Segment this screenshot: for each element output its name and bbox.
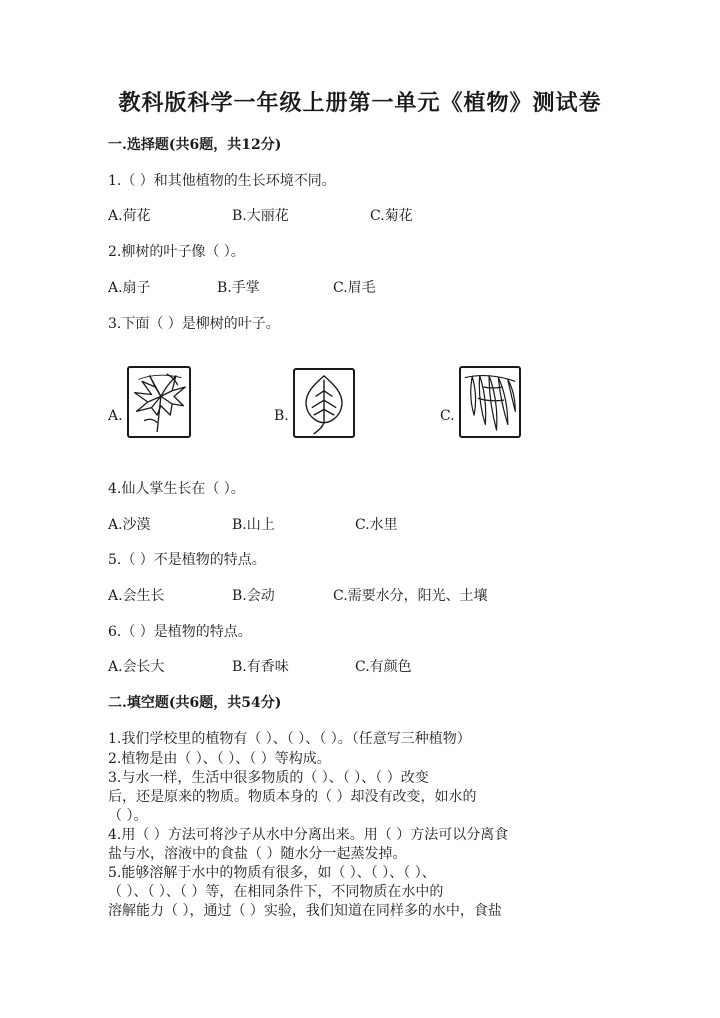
section-2-heading: 二.填空题(共6题，共54分) [108, 695, 282, 711]
question-2-option-a[interactable]: A.扇子 [108, 280, 151, 296]
fill-line-4: 后，还是原来的物质。物质本身的（ ）却没有改变，如水的 [108, 789, 477, 805]
question-6-option-b[interactable]: B.有香味 [232, 659, 289, 675]
question-3-option-a[interactable]: A. [108, 408, 123, 424]
fill-line-5: （ ）。 [108, 808, 148, 824]
question-5-option-b[interactable]: B.会动 [232, 588, 275, 604]
question-5-option-a[interactable]: A.会生长 [108, 588, 165, 604]
fill-line-1: 1.我们学校里的植物有（ ）、（ ）、（ ）。（任意写三种植物） [108, 731, 471, 747]
fill-line-6: 4.用（ ）方法可将沙子从水中分离出来。用（ ）方法可以分离食 [108, 827, 509, 843]
question-4-option-c[interactable]: C.水里 [355, 517, 398, 533]
question-1-option-b[interactable]: B.大丽花 [232, 208, 289, 224]
fill-line-3: 3.与水一样，生活中很多物质的（ ）、（ ）、（ ）改变 [108, 770, 429, 786]
willow-leaf-icon[interactable] [459, 366, 521, 438]
fill-line-8: 5.能够溶解于水中的物质有很多，如（ ）、（ ）、（ ）、 [108, 865, 436, 881]
question-3-stem: 3.下面（ ）是柳树的叶子。 [108, 316, 280, 332]
question-4-option-b[interactable]: B.山上 [232, 517, 275, 533]
question-1-option-a[interactable]: A.荷花 [108, 208, 151, 224]
question-1-option-c[interactable]: C.菊花 [370, 208, 413, 224]
question-3-option-c[interactable]: C. [440, 408, 455, 424]
fill-line-10: 溶解能力（ ），通过（ ）实验，我们知道在同样多的水中，食盐 [108, 903, 502, 919]
question-6-option-c[interactable]: C.有颜色 [355, 659, 412, 675]
fill-line-2: 2.植物是由（ ）、（ ）、（ ）等构成。 [108, 751, 331, 767]
question-2-stem: 2.柳树的叶子像（ ）。 [108, 244, 245, 260]
question-4-option-a[interactable]: A.沙漠 [108, 517, 151, 533]
question-6-option-a[interactable]: A.会长大 [108, 659, 165, 675]
fill-line-7: 盐与水，溶液中的食盐（ ）随水分一起蒸发掉。 [108, 846, 407, 862]
question-4-stem: 4.仙人掌生长在（ ）。 [108, 481, 245, 497]
maple-leaf-icon[interactable] [127, 366, 191, 438]
question-2-option-c[interactable]: C.眉毛 [333, 280, 376, 296]
poplar-leaf-icon[interactable] [293, 368, 355, 438]
fill-line-9: （ ）、（ ）、（ ）等，在相同条件下，不同物质在水中的 [108, 884, 444, 900]
section-1-heading: 一.选择题(共6题，共12分) [108, 137, 282, 153]
question-1-stem: 1.（ ）和其他植物的生长环境不同。 [108, 173, 336, 189]
page-title: 教科版科学一年级上册第一单元《植物》测试卷 [118, 90, 602, 116]
question-2-option-b[interactable]: B.手掌 [217, 280, 260, 296]
question-5-option-c[interactable]: C.需要水分，阳光、土壤 [333, 588, 488, 604]
question-3-option-b[interactable]: B. [274, 408, 289, 424]
question-6-stem: 6.（ ）是植物的特点。 [108, 624, 252, 640]
question-5-stem: 5.（ ）不是植物的特点。 [108, 552, 266, 568]
